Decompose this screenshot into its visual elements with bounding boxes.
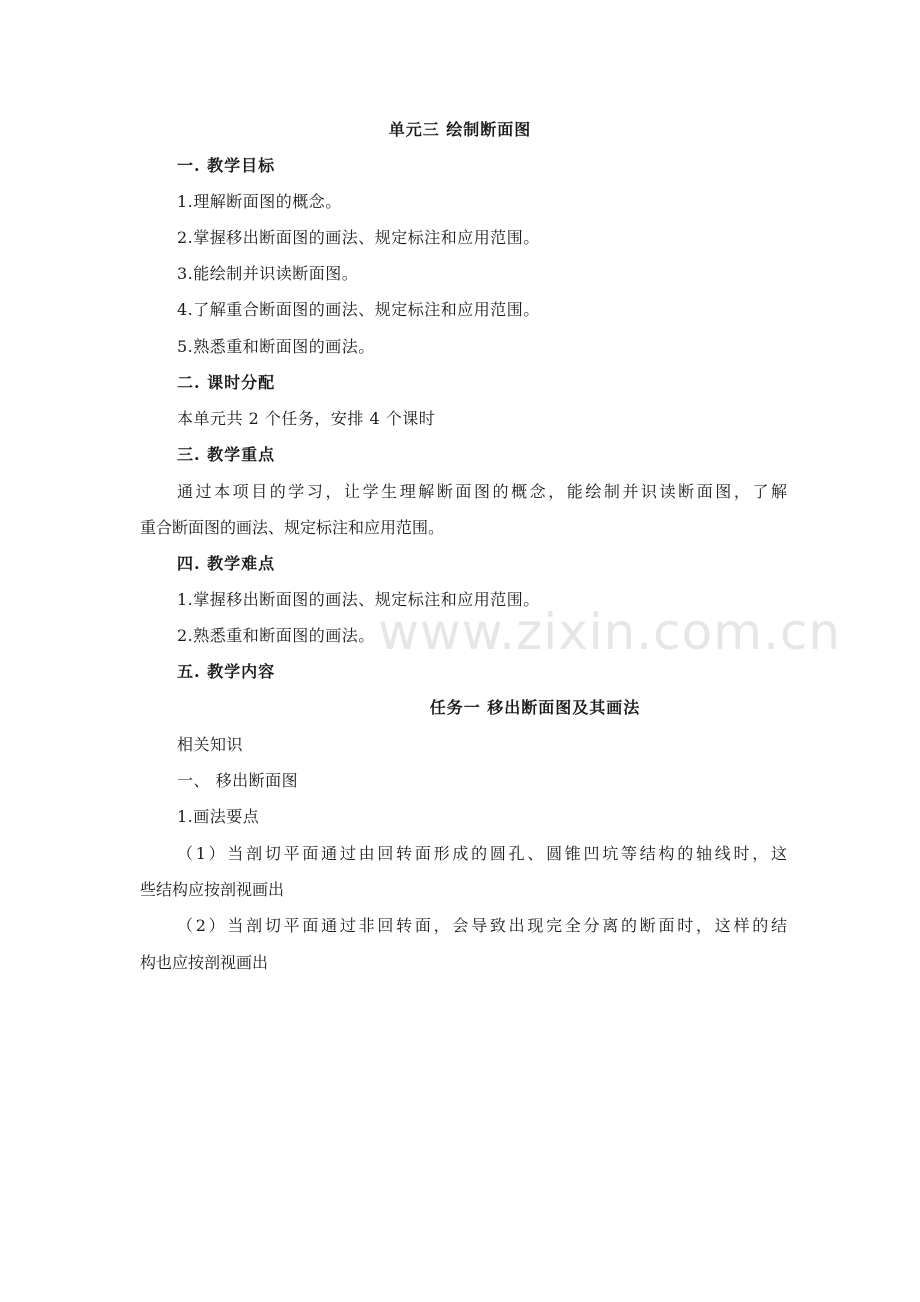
section-heading-goals: 一. 教学目标 bbox=[177, 156, 276, 175]
goal-item: 2.掌握移出断面图的画法、规定标注和应用范围。 bbox=[177, 228, 540, 247]
point-1-line2: 些结构应按剖视画出 bbox=[140, 880, 285, 899]
subsection-heading: 一、 移出断面图 bbox=[177, 771, 299, 790]
section-heading-content: 五. 教学内容 bbox=[177, 662, 276, 681]
task-title: 任务一 移出断面图及其画法 bbox=[429, 698, 641, 717]
key-points-text-line2: 重合断面图的画法、规定标注和应用范围。 bbox=[140, 518, 445, 537]
goal-item: 5.熟悉重和断面图的画法。 bbox=[177, 337, 375, 356]
point-1-line1: （1）当剖切平面通过由回转面形成的圆孔、圆锥凹坑等结构的轴线时，这 bbox=[177, 844, 787, 863]
section-heading-key-points: 三. 教学重点 bbox=[177, 445, 276, 464]
difficulty-item: 2.熟悉重和断面图的画法。 bbox=[177, 626, 375, 645]
section-heading-hours: 二. 课时分配 bbox=[177, 373, 276, 392]
goal-item: 3.能绘制并识读断面图。 bbox=[177, 264, 359, 283]
goal-item: 1.理解断面图的概念。 bbox=[177, 192, 342, 211]
goal-item: 4.了解重合断面图的画法、规定标注和应用范围。 bbox=[177, 300, 540, 319]
hours-text: 本单元共 2 个任务，安排 4 个课时 bbox=[177, 409, 436, 428]
drawing-points-heading: 1.画法要点 bbox=[177, 807, 260, 826]
point-2-line2: 构也应按剖视画出 bbox=[140, 953, 269, 972]
watermark: www.zixin.com.cn bbox=[378, 603, 842, 661]
difficulty-item: 1.掌握移出断面图的画法、规定标注和应用范围。 bbox=[177, 590, 540, 609]
key-points-text-line1: 通过本项目的学习，让学生理解断面图的概念，能绘制并识读断面图，了解 bbox=[177, 482, 787, 501]
related-knowledge-label: 相关知识 bbox=[177, 735, 244, 754]
document-title: 单元三 绘制断面图 bbox=[388, 120, 532, 139]
section-heading-difficulties: 四. 教学难点 bbox=[177, 554, 276, 573]
point-2-line1: （2）当剖切平面通过非回转面，会导致出现完全分离的断面时，这样的结 bbox=[177, 916, 787, 935]
